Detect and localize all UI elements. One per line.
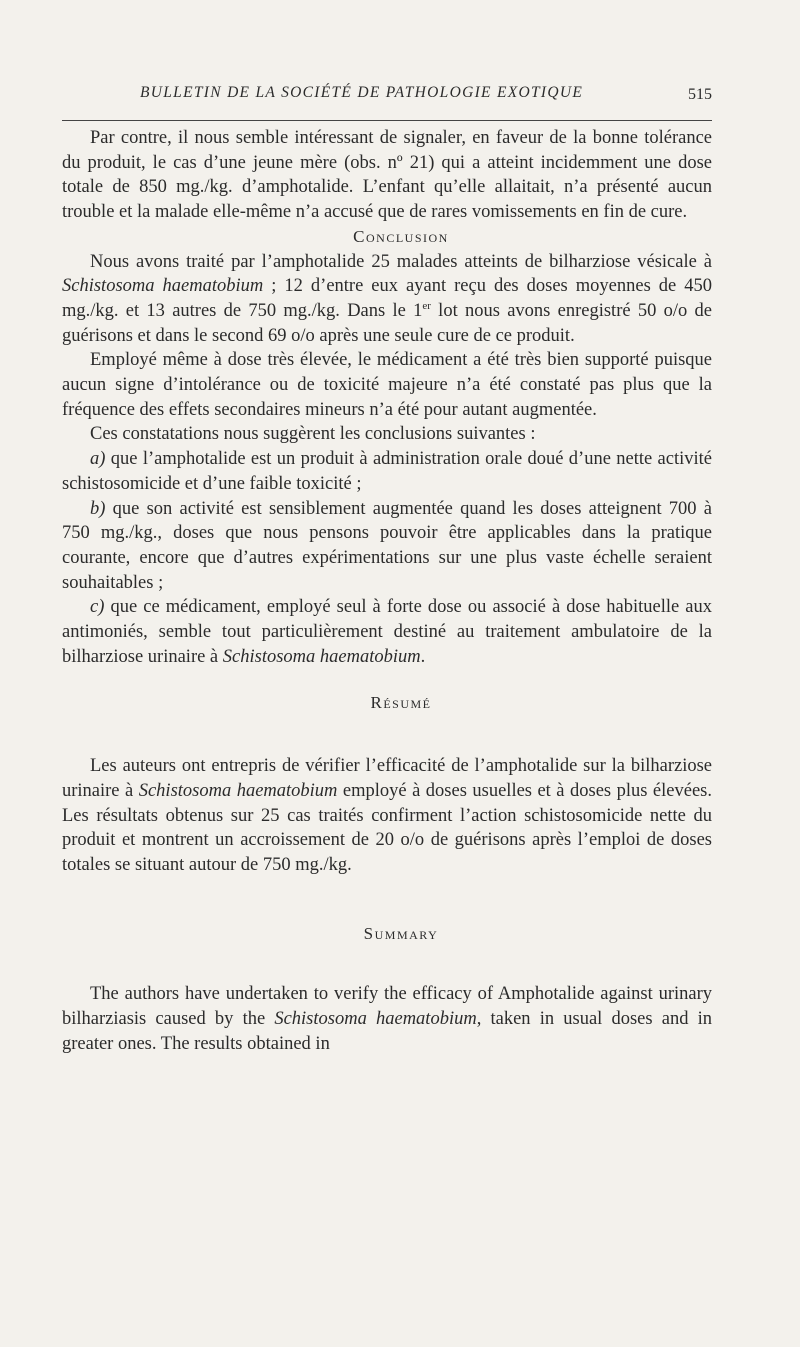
species-name: Schistosoma haematobium [274, 1009, 477, 1030]
item-label: b) [90, 498, 106, 519]
paragraph-tolerance: Par contre, il nous semble intéressant de signaler, en faveur de la bonne tolérance du produit, le cas d’une jeune mère (obs. nº 21) qui a atteint incidemment une dose totale de 850 mg./kg. d’amphotalide. L’enfant qu’elle allaitait, n’a présenté aucun trouble et la malade elle-même n’a accusé que de rares vomissements en fin de cure. [62, 128, 712, 223]
species-name: Schistosoma haematobium [138, 780, 338, 801]
conclusion-item-c [62, 595, 712, 669]
species-name: Schistosoma haematobium [62, 276, 264, 297]
text-segment: Nous avons traité par l’amphotalide 25 malades atteints de bilharziose vésicale à [90, 251, 712, 272]
conclusion-heading: Conclusion [353, 226, 449, 246]
text-segment: The authors have undertaken to verify the efficacy of Amphotalide against urinary bilharziasis caused by the [62, 984, 712, 1030]
text-segment: que ce médicament, employé seul à forte dose ou associé à dose habituelle aux antimoniés, semble tout particulièrement destiné au traitement ambulatoire de la bilharziose urinaire à [62, 597, 712, 667]
running-header [62, 84, 712, 120]
conclusion-paragraph-2: Employé même à dose très élevée, le médicament a été très bien supporté puisque aucun signe d’intolérance ou de toxicité majeure n’a été constaté pas plus que la fréquence des effets secondaires mineurs n’a été pour autant augmentée. [62, 350, 712, 420]
text-segment: . [420, 646, 426, 667]
conclusion-paragraph-1 [62, 250, 712, 349]
text-segment: lot nous avons enregistré 50 o/o de guérisons et dans le second 69 o/o après une seule cure de ce produit. [62, 300, 712, 346]
text-segment: que son activité est sensiblement augmentée quand les doses atteignent 700 à 750 mg./kg., doses que nous pensons pouvoir être applicables dans la pratique courante, encore que d’autres expérimentations sur une plus vaste échelle seraient souhaitables ; [62, 498, 712, 593]
text-segment: Les auteurs ont entrepris de vérifier l’efficacité de l’amphotalide sur la bilharziose urinaire à [62, 756, 712, 801]
text-segment: employé à doses usuelles et à doses plus élevées. Les résultats obtenus sur 25 cas traités confirment l’action schistosomicide nette du produit et montrent un accroissement de 20 o/o de guérisons après l’emploi de doses totales se situant autour de 750 mg./kg. [62, 780, 712, 875]
summary-heading: Summary [363, 923, 439, 943]
species-name: Schistosoma haematobium [222, 646, 421, 667]
text-segment: que l’amphotalide est un produit à administration orale doué d’une nette activité schistosomicide et d’une faible toxicité ; [62, 449, 712, 494]
conclusion-item-a [62, 447, 712, 496]
conclusion-paragraph-3: Ces constatations nous suggèrent les conclusions suivantes : [90, 424, 536, 445]
resume-paragraph [62, 754, 712, 878]
conclusion-item-b [62, 497, 712, 596]
text-segment: ; 12 d’entre eux ayant reçu des doses moyennes de 450 mg./kg. et 13 autres de 750 mg./kg. Dans le 1 [62, 276, 713, 321]
page-number: 515 [688, 86, 712, 103]
superscript: er [422, 299, 431, 312]
summary-paragraph [62, 982, 712, 1056]
text-segment: , taken in usual doses and in greater ones. The results obtained in [62, 1009, 712, 1054]
running-title: BULLETIN DE LA SOCIÉTÉ DE PATHOLOGIE EXOTIQUE [140, 84, 584, 101]
header-rule [62, 120, 712, 121]
article-body [62, 126, 712, 1057]
item-label: c) [90, 597, 105, 618]
item-label: a) [90, 449, 106, 470]
resume-heading: Résumé [370, 693, 432, 713]
